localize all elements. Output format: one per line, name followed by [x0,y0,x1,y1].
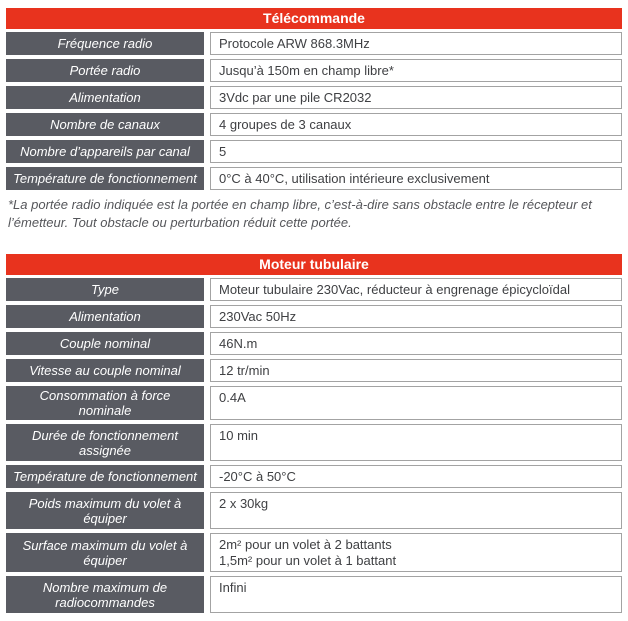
spec-label: Fréquence radio [6,32,204,55]
spec-value-line: 2m² pour un volet à 2 battants [219,537,392,552]
spec-row [6,278,622,301]
spec-label: Type [6,278,204,301]
spec-label: Portée radio [6,59,204,82]
spec-label: Durée de fonctionnement assignée [6,424,204,461]
spec-row [6,386,622,420]
spec-value: -20°C à 50°C [210,465,622,488]
spec-value: 12 tr/min [210,359,622,382]
spec-value: 0°C à 40°C, utilisation intérieure exclusivement [210,167,622,190]
spec-label: Poids maximum du volet à équiper [6,492,204,529]
spec-row [6,332,622,355]
spec-value-line: 1,5m² pour un volet à 1 battant [219,553,397,568]
spec-section [6,8,622,232]
spec-row [6,140,622,163]
spec-value: 3Vdc par une pile CR2032 [210,86,622,109]
section-header: Télécommande [6,8,622,29]
spec-row [6,424,622,461]
spec-row [6,533,622,572]
spec-row [6,32,622,55]
spec-value: 230Vac 50Hz [210,305,622,328]
spec-value: 2 x 30kg [210,492,622,529]
sections-container [6,8,622,613]
spec-value: 46N.m [210,332,622,355]
spec-row [6,113,622,136]
spec-row [6,86,622,109]
spec-value: 0.4A [210,386,622,420]
spec-row [6,59,622,82]
spec-label: Température de fonctionnement [6,167,204,190]
spec-label: Nombre d’appareils par canal [6,140,204,163]
spec-row [6,305,622,328]
spec-label: Température de fonctionnement [6,465,204,488]
spec-label: Alimentation [6,86,204,109]
spec-label: Nombre maximum de radiocommandes [6,576,204,613]
spec-value: 5 [210,140,622,163]
section-header: Moteur tubulaire [6,254,622,275]
spec-value: Infini [210,576,622,613]
spec-row [6,492,622,529]
spec-value [210,533,622,572]
spec-value: 4 groupes de 3 canaux [210,113,622,136]
spec-label: Vitesse au couple nominal [6,359,204,382]
spec-row [6,465,622,488]
spec-row [6,167,622,190]
spec-value: Jusqu’à 150m en champ libre* [210,59,622,82]
spec-row [6,359,622,382]
spec-label: Nombre de canaux [6,113,204,136]
spec-section [6,254,622,613]
spec-label: Alimentation [6,305,204,328]
spec-label: Surface maximum du volet à équiper [6,533,204,572]
radio-range-footnote: *La portée radio indiquée est la portée en champ libre, c’est-à-dire sans obstacle entre le récepteur et l’émetteur. Tout obstacle ou perturbation réduit cette portée. [8,197,592,230]
spec-value: Moteur tubulaire 230Vac, réducteur à engrenage épicycloïdal [210,278,622,301]
spec-value: Protocole ARW 868.3MHz [210,32,622,55]
spec-value: 10 min [210,424,622,461]
spec-label: Couple nominal [6,332,204,355]
spec-label: Consommation à force nominale [6,386,204,420]
